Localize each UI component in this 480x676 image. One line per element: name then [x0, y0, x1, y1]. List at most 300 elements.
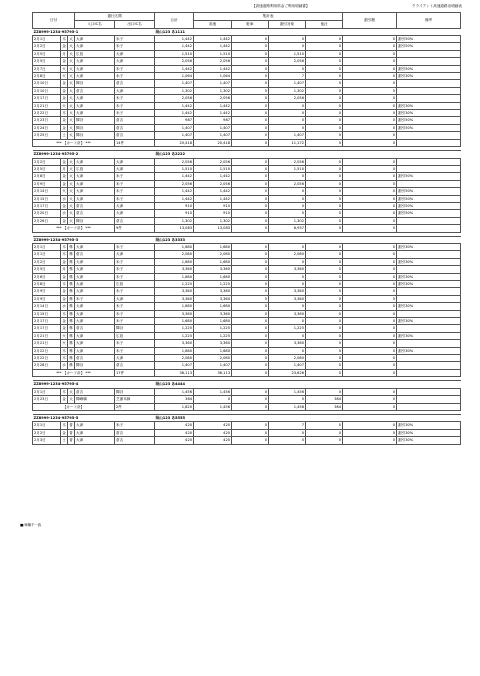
- cell-total: 364: [155, 396, 194, 403]
- cell-entry-ic: 陣谷: [75, 132, 115, 139]
- cell-weekday: 水: [62, 196, 66, 201]
- cell-remarks: [397, 388, 461, 395]
- cell-parking: 0: [232, 281, 269, 288]
- cell-remarks: 割引30%: [397, 243, 461, 250]
- cell-discount-target: 0: [269, 332, 306, 339]
- cell-discount-target: 1,510: [269, 165, 306, 172]
- cell-expressway: 987: [194, 117, 232, 124]
- cell-remarks: [397, 50, 461, 57]
- cell-parking: 0: [232, 210, 269, 217]
- cell-exit-ic: 米子: [115, 102, 155, 109]
- cell-vehicle-class: 株: [69, 311, 73, 316]
- cell-discount-target: 0: [269, 202, 306, 209]
- cell-discount-target: 0: [269, 117, 306, 124]
- vehicle-plate: 岡山123 あ2222: [155, 151, 461, 158]
- cell-remarks: [397, 132, 461, 139]
- cell-exit-ic: 米子: [115, 288, 155, 295]
- cell-discount-target: 1,456: [269, 388, 306, 395]
- cell-weekday: 金: [62, 430, 66, 435]
- card-subtotal-row: [33, 139, 461, 146]
- cell-vehicle-class: 大: [69, 96, 73, 101]
- subtotal-count: 17件: [115, 369, 155, 376]
- cell-weekday: 金: [62, 118, 66, 123]
- vehicle-plate: 岡山123 あ4444: [155, 381, 461, 388]
- cell-exit-ic: 陣谷: [115, 388, 155, 395]
- cell-remarks: [397, 87, 461, 94]
- cell-exit-ic: 大津: [115, 50, 155, 57]
- cell-exit-ic: 米子: [115, 110, 155, 117]
- cell-vehicle-class: 大: [69, 181, 73, 186]
- cell-vehicle-class: 株: [69, 348, 73, 353]
- cell-weekday: 金: [62, 326, 66, 331]
- header-total: 合計: [155, 13, 194, 29]
- cell-exit-ic: 大津: [115, 202, 155, 209]
- subtotal-label: *** 【カード計】 ***: [33, 139, 115, 146]
- subtotal-count: 9件: [115, 225, 155, 232]
- cell-parking: 0: [232, 355, 269, 362]
- cell-discount: 0: [343, 110, 397, 117]
- cell-exit-ic: 大津: [115, 355, 155, 362]
- cell-remarks: [397, 95, 461, 102]
- subtotal-discount-target: 23,626: [269, 369, 306, 376]
- cell-date: 2月25日: [33, 132, 61, 139]
- cell-date: 2月5日: [33, 58, 61, 65]
- cell-date: 2月17日: [33, 202, 61, 209]
- cell-exit-ic: 倉吉: [115, 437, 155, 444]
- cell-parking: 0: [232, 73, 269, 80]
- cell-exit-ic: 倉吉: [115, 132, 155, 139]
- cell-parking: 0: [232, 396, 269, 403]
- cell-discount: 0: [343, 347, 397, 354]
- cell-entry-ic: 大津: [75, 332, 115, 339]
- cell-discount: 0: [343, 158, 397, 165]
- cell-weekday: 金: [62, 88, 66, 93]
- cell-exit-ic: 倉吉: [115, 117, 155, 124]
- cell-total: 1,680: [155, 347, 194, 354]
- table-row: [33, 87, 461, 94]
- cell-date: 2月28日: [33, 362, 61, 369]
- cell-other: 0: [306, 124, 343, 131]
- cell-weekday: 金: [62, 181, 66, 186]
- cell-discount: 0: [343, 124, 397, 131]
- cell-date: 2月9日: [33, 288, 61, 295]
- subtotal-discount-target: 11,172: [269, 139, 306, 146]
- cell-discount: 0: [343, 355, 397, 362]
- cell-vehicle-class: 大: [69, 166, 73, 171]
- subtotal-total: 36,113: [155, 369, 194, 376]
- cell-discount: 0: [343, 362, 397, 369]
- cell-weekday: 金: [62, 174, 66, 179]
- cell-discount-target: 1,225: [269, 325, 306, 332]
- cell-weekday: 金: [62, 274, 66, 279]
- cell-discount: 0: [343, 310, 397, 317]
- cell-other: 0: [306, 429, 343, 436]
- subtotal-parking: 0: [232, 403, 269, 410]
- card-group-header: [33, 151, 461, 158]
- cell-discount: 0: [343, 325, 397, 332]
- cell-discount: 0: [343, 202, 397, 209]
- cell-other: 0: [306, 50, 343, 57]
- cell-total: 3,360: [155, 340, 194, 347]
- cell-weekday: 金: [62, 397, 66, 402]
- cell-date: 2月5日: [33, 165, 61, 172]
- cell-other: 0: [306, 258, 343, 265]
- cell-remarks: [397, 362, 461, 369]
- cell-vehicle-class: 大: [69, 37, 73, 41]
- cell-discount: 0: [343, 50, 397, 57]
- cell-exit-ic: 米子: [115, 243, 155, 250]
- cell-total: 1,442: [155, 173, 194, 180]
- cell-vehicle-class: 株: [69, 259, 73, 264]
- subtotal-other: 0: [306, 369, 343, 376]
- card-group-header: [33, 414, 461, 421]
- cell-expressway: 2,080: [194, 355, 232, 362]
- cell-exit-ic: 米子: [115, 36, 155, 43]
- header-route-in: 入口IC名: [75, 20, 115, 28]
- cell-weekday: 木: [62, 348, 66, 353]
- cell-remarks: 割引50%: [397, 210, 461, 217]
- cell-date: 2月26日: [33, 217, 61, 224]
- subtotal-other: 0: [306, 225, 343, 232]
- cell-vehicle-class: 大: [69, 118, 73, 123]
- cell-weekday: 土: [62, 133, 66, 138]
- cell-weekday: 火: [62, 66, 66, 71]
- cell-entry-ic: 大津: [75, 318, 115, 325]
- header-date: 日付: [33, 13, 75, 29]
- cell-exit-ic: 倉吉: [115, 217, 155, 224]
- cell-date: 2月23日: [33, 117, 61, 124]
- cell-expressway: 1,680: [194, 243, 232, 250]
- card-number: ZZ8999-1234-95795-5: [33, 414, 155, 421]
- cell-weekday: 木: [62, 252, 66, 257]
- cell-parking: 0: [232, 347, 269, 354]
- cell-date: 2月2日: [33, 158, 61, 165]
- cell-other: 0: [306, 437, 343, 444]
- cell-discount: 0: [343, 65, 397, 72]
- table-row: [33, 73, 461, 80]
- cell-total: 1,407: [155, 362, 194, 369]
- header-route-out: 出口IC名: [115, 20, 155, 28]
- cell-remarks: 割引30%: [397, 110, 461, 117]
- cell-exit-ic: 米子: [115, 195, 155, 202]
- subtotal-label: *** 【カード計】 ***: [33, 369, 115, 376]
- cell-entry-ic: 陣谷: [75, 124, 115, 131]
- table-row: [33, 422, 461, 429]
- cell-entry-ic: 大津: [75, 73, 115, 80]
- cell-exit-ic: 米子: [115, 318, 155, 325]
- cell-weekday: 水: [62, 211, 66, 216]
- cell-entry-ic: 大津: [75, 180, 115, 187]
- cell-discount-target: 0: [269, 102, 306, 109]
- table-row: [33, 58, 461, 65]
- cell-date: 2月17日: [33, 325, 61, 332]
- cell-date: 2月17日: [33, 95, 61, 102]
- cell-exit-ic: 大津: [115, 295, 155, 302]
- cell-exit-ic: 倉吉: [115, 80, 155, 87]
- cell-weekday: 木: [62, 423, 66, 428]
- cell-remarks: 割引30%: [397, 422, 461, 429]
- cell-remarks: 割引50%: [397, 36, 461, 43]
- cell-parking: 0: [232, 273, 269, 280]
- cell-remarks: [397, 295, 461, 302]
- cell-weekday: 土: [62, 438, 66, 443]
- cell-expressway: 1,456: [194, 388, 232, 395]
- cell-discount: 0: [343, 132, 397, 139]
- cell-discount-target: 0: [269, 124, 306, 131]
- cell-vehicle-class: 株: [69, 282, 73, 286]
- cell-exit-ic: 米子: [115, 258, 155, 265]
- cell-vehicle-class: 大: [69, 189, 73, 194]
- cell-vehicle-class: 大: [69, 74, 73, 79]
- cell-total: 1,064: [155, 73, 194, 80]
- cell-remarks: 割引30%: [397, 273, 461, 280]
- cell-entry-ic: 大津: [75, 422, 115, 429]
- cell-parking: 0: [232, 165, 269, 172]
- cell-remarks: 割引50%: [397, 43, 461, 50]
- subtotal-remarks: [397, 139, 461, 146]
- cell-date: 2月15日: [33, 195, 61, 202]
- cell-weekday: 水: [62, 363, 66, 368]
- cell-total: 1,442: [155, 195, 194, 202]
- cell-total: 1,456: [155, 388, 194, 395]
- cell-date: 2月10日: [33, 87, 61, 94]
- cell-discount-target: 7: [269, 422, 306, 429]
- cell-remarks: 割引30%: [397, 318, 461, 325]
- cell-discount: 0: [343, 43, 397, 50]
- cell-other: 0: [306, 325, 343, 332]
- cell-expressway: 2,056: [194, 158, 232, 165]
- cell-vehicle-class: 大: [69, 211, 73, 216]
- cell-discount: 0: [343, 422, 397, 429]
- cell-remarks: 割引30%: [397, 332, 461, 339]
- cell-discount-target: 0: [269, 429, 306, 436]
- cell-exit-ic: 米子: [115, 273, 155, 280]
- table-row: [33, 288, 461, 295]
- cell-other: 0: [306, 165, 343, 172]
- cell-discount-target: 3,360: [269, 340, 306, 347]
- cell-discount: 0: [343, 273, 397, 280]
- table-row: [33, 124, 461, 131]
- cell-exit-ic: 大津: [115, 58, 155, 65]
- cell-expressway: 1,407: [194, 362, 232, 369]
- cell-discount: 0: [343, 340, 397, 347]
- cell-remarks: 割引30%: [397, 281, 461, 288]
- cell-vehicle-class: 大: [69, 125, 73, 130]
- cell-discount: 0: [343, 36, 397, 43]
- cell-remarks: [397, 158, 461, 165]
- header-parking: 駐車: [232, 20, 269, 28]
- cell-discount-target: 0: [269, 173, 306, 180]
- cell-parking: 0: [232, 58, 269, 65]
- card-number: ZZ8999-1234-95795-4: [33, 381, 155, 388]
- cell-total: 3,360: [155, 310, 194, 317]
- cell-other: 0: [306, 188, 343, 195]
- cell-expressway: 1,442: [194, 65, 232, 72]
- cell-entry-ic: 大津: [75, 110, 115, 117]
- cell-weekday: 金: [62, 218, 66, 223]
- cell-entry-ic: 陣谷: [75, 117, 115, 124]
- header-expressway: 高速: [194, 20, 232, 28]
- table-row: [33, 325, 461, 332]
- cell-discount-target: 3,360: [269, 310, 306, 317]
- cell-remarks: 割引50%: [397, 117, 461, 124]
- cell-expressway: 1,510: [194, 50, 232, 57]
- cell-total: 1,680: [155, 303, 194, 310]
- cell-other: 0: [306, 102, 343, 109]
- cell-expressway: 1,442: [194, 110, 232, 117]
- cell-expressway: 1,680: [194, 318, 232, 325]
- cell-date: 2月2日: [33, 429, 61, 436]
- vehicle-plate: 岡山123 あ3333: [155, 236, 461, 243]
- cell-entry-ic: 大津: [75, 65, 115, 72]
- cell-total: 3,360: [155, 288, 194, 295]
- subtotal-remarks: [397, 369, 461, 376]
- table-row: [33, 50, 461, 57]
- subtotal-label: 【カード計】: [33, 403, 115, 410]
- cell-entry-ic: 大津: [75, 429, 115, 436]
- cell-discount-target: 1,302: [269, 217, 306, 224]
- cell-expressway: 3,360: [194, 266, 232, 273]
- cell-total: 1,407: [155, 132, 194, 139]
- subtotal-count: 2件: [115, 403, 155, 410]
- cell-exit-ic: 米子: [115, 340, 155, 347]
- cell-weekday: 木: [62, 389, 66, 394]
- cell-other: 0: [306, 362, 343, 369]
- table-row: [33, 165, 461, 172]
- cell-remarks: 割引30%: [397, 303, 461, 310]
- cell-vehicle-class: 株: [69, 244, 73, 249]
- cell-remarks: [397, 217, 461, 224]
- card-number: ZZ8999-1234-95795-2: [33, 151, 155, 158]
- cell-discount: 0: [343, 295, 397, 302]
- cell-date: 2月17日: [33, 318, 61, 325]
- cell-exit-ic: 米子: [115, 188, 155, 195]
- cell-vehicle-class: 株: [69, 304, 73, 309]
- cell-weekday: 月: [62, 267, 66, 272]
- cell-discount: 0: [343, 388, 397, 395]
- cell-weekday: 火: [62, 189, 66, 194]
- cell-parking: 0: [232, 340, 269, 347]
- cell-discount: 0: [343, 210, 397, 217]
- table-row: [33, 295, 461, 302]
- cell-date: 2月2日: [33, 43, 61, 50]
- cell-expressway: 1,302: [194, 87, 232, 94]
- cell-other: 0: [306, 266, 343, 273]
- table-row: [33, 258, 461, 265]
- cell-other: 0: [306, 355, 343, 362]
- cell-total: 420: [155, 422, 194, 429]
- cell-date: 2月21日: [33, 102, 61, 109]
- subtotal-remarks: [397, 225, 461, 232]
- table-row: [33, 332, 461, 339]
- cell-date: 2月22日: [33, 355, 61, 362]
- cell-remarks: 割引30%: [397, 258, 461, 265]
- card-subtotal-row: [33, 225, 461, 232]
- cell-discount-target: 1,407: [269, 132, 306, 139]
- card-group-header: [33, 28, 461, 35]
- table-row: [33, 281, 461, 288]
- cell-remarks: [397, 58, 461, 65]
- subtotal-discount: 0: [343, 403, 397, 410]
- cell-exit-ic: 大津: [115, 251, 155, 258]
- cell-remarks: [397, 355, 461, 362]
- cell-other: 364: [306, 396, 343, 403]
- table-row: [33, 273, 461, 280]
- cell-parking: 0: [232, 80, 269, 87]
- cell-total: 910: [155, 202, 194, 209]
- cell-entry-ic: 大津: [75, 43, 115, 50]
- cell-weekday: 金: [62, 44, 66, 49]
- table-header: [33, 13, 461, 29]
- cell-weekday: 木: [62, 244, 66, 249]
- table-row: [33, 65, 461, 72]
- cell-date: 2月23日: [33, 396, 61, 403]
- cell-weekday: 金: [62, 125, 66, 130]
- cell-total: 3,360: [155, 266, 194, 273]
- cell-date: 2月14日: [33, 303, 61, 310]
- cell-vehicle-class: 大: [69, 111, 73, 116]
- cell-exit-ic: 米子: [115, 43, 155, 50]
- cell-date: 2月9日: [33, 180, 61, 187]
- footer-note: ■/車種不一致: [20, 523, 42, 527]
- cell-expressway: 1,407: [194, 132, 232, 139]
- table-row: [33, 266, 461, 273]
- table-row: [33, 437, 461, 444]
- card-subtotal-row: [33, 403, 461, 410]
- cell-discount: 0: [343, 266, 397, 273]
- cell-other: 0: [306, 87, 343, 94]
- cell-expressway: 1,225: [194, 332, 232, 339]
- cell-total: 1,442: [155, 36, 194, 43]
- cell-expressway: 1,302: [194, 217, 232, 224]
- cell-vehicle-class: 株: [69, 333, 73, 338]
- cell-total: 1,510: [155, 165, 194, 172]
- cell-other: 0: [306, 43, 343, 50]
- cell-discount: 0: [343, 217, 397, 224]
- cell-entry-ic: 倉吉: [75, 355, 115, 362]
- cell-weekday: 月: [62, 166, 66, 171]
- table-row: [33, 340, 461, 347]
- cell-vehicle-class: 大: [69, 218, 73, 223]
- cell-exit-ic: 米子: [115, 180, 155, 187]
- cell-expressway: 1,442: [194, 43, 232, 50]
- subtotal-remarks: [397, 403, 461, 410]
- subtotal-expressway: 36,113: [194, 369, 232, 376]
- cell-total: 1,680: [155, 318, 194, 325]
- table-row: [33, 362, 461, 369]
- cell-exit-ic: 米子: [115, 266, 155, 273]
- table-row: [33, 132, 461, 139]
- header-discount: 割引額: [343, 13, 397, 29]
- cell-exit-ic: 米子: [115, 303, 155, 310]
- cell-expressway: 1,442: [194, 102, 232, 109]
- cell-other: 0: [306, 340, 343, 347]
- header-breakdown: 集計表: [194, 13, 343, 21]
- cell-expressway: 1,442: [194, 36, 232, 43]
- table-row: [33, 243, 461, 250]
- cell-entry-ic: 倉吉: [75, 325, 115, 332]
- subtotal-total: 20,418: [155, 139, 194, 146]
- cell-weekday: 水: [62, 304, 66, 309]
- cell-expressway: 1,407: [194, 80, 232, 87]
- cell-vehicle-class: 大: [69, 174, 73, 179]
- cell-exit-ic: 大津: [115, 165, 155, 172]
- cell-discount: 0: [343, 188, 397, 195]
- cell-other: 0: [306, 73, 343, 80]
- cell-other: 0: [306, 281, 343, 288]
- table-row: [33, 195, 461, 202]
- cell-weekday: 木: [62, 111, 66, 116]
